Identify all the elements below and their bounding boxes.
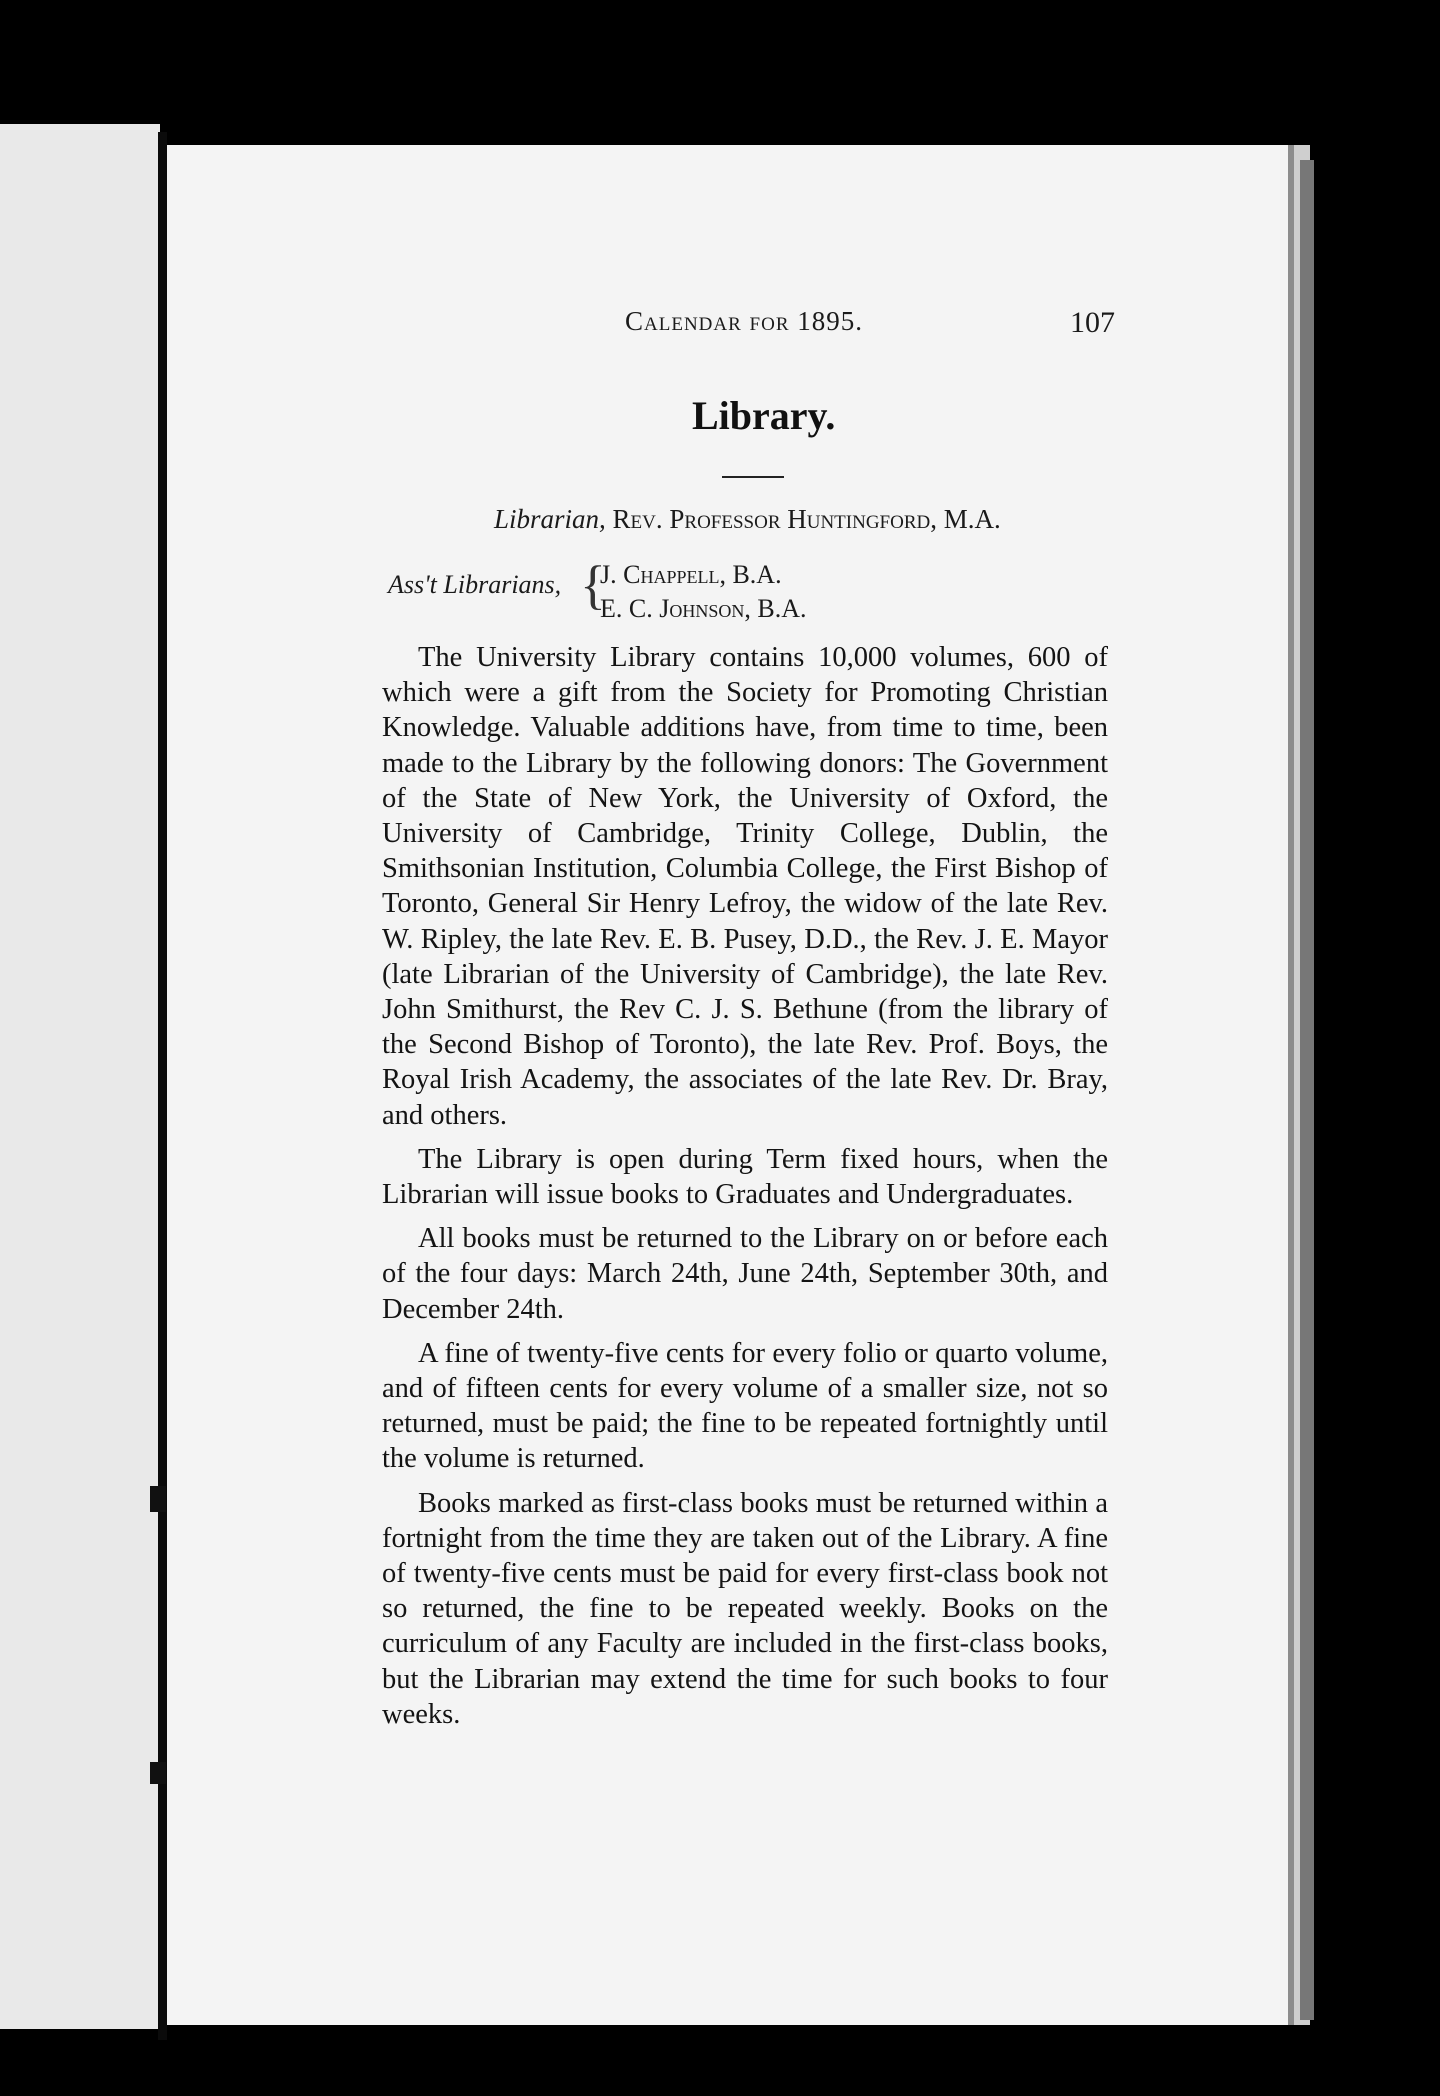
brace-glyph: { [580,555,606,615]
librarian-name: Rev. Professor Huntingford, M.A. [612,504,1001,534]
page-number: 107 [1070,306,1115,339]
librarian-line [494,504,1001,535]
title-rule [722,476,784,478]
assistant-librarian-name: E. C. Johnson, B.A. [600,594,807,623]
paragraph: Books marked as first-class books must be returned within a fortnight from the time they are taken out of the Library. A fine of twenty-five cents must be paid for every first-class book not so returned, the fine to be repeated weekly. Books on the curriculum of any Faculty are included in the first-class books, but the Librarian may extend the time for such books to four weeks. [382,1487,1108,1730]
book-gutter [158,132,167,2040]
facing-page [0,124,160,2029]
running-header: Calendar for 1895. [625,306,863,336]
binding-tab [150,1762,166,1784]
page-edge [1300,160,1314,2020]
paragraph: The Library is open during Term fixed hours, when the Librarian will issue books to Graduates and Undergraduates. [382,1143,1108,1211]
assistant-librarians-list [600,558,806,626]
paragraph: All books must be returned to the Library on or before each of the four days: March 24th, June 24th, September 30th, and December 24th. [382,1223,1108,1325]
section-title: Library. [692,393,836,438]
paragraph: A fine of twenty-five cents for every folio or quarto volume, and of fifteen cents for every volume of a smaller size, not so returned, must be paid; the fine to be repeated fortnightly until the volume is returned. [382,1337,1108,1475]
body-text [382,640,1108,1741]
paragraph: The University Library contains 10,000 volumes, 600 of which were a gift from the Society for Promoting Christian Knowledge. Valuable additions have, from time to time, been made to the Library by the following donors: The Government of the State of New York, the University of Oxford, the University of Cambridge, Trinity College, Dublin, the Smithsonian Institution, Columbia College, the First Bishop of Toronto, General Sir Henry Lefroy, the widow of the late Rev. W. Ripley, the late Rev. E. B. Pusey, D.D., the Rev. J. E. Mayor (late Librarian of the University of Cambridge), the late Rev. John Smithurst, the Rev C. J. S. Bethune (from the library of the Second Bishop of Toronto), the late Rev. Prof. Boys, the Royal Irish Academy, the associates of the late Rev. Dr. Bray, and others. [382,642,1108,1131]
assistant-librarians-role: Ass't Librarians, [388,570,562,599]
assistant-librarian-name: J. Chappell, B.A. [600,560,782,589]
binding-tab [150,1486,166,1512]
librarian-role: Librarian, [494,504,606,534]
